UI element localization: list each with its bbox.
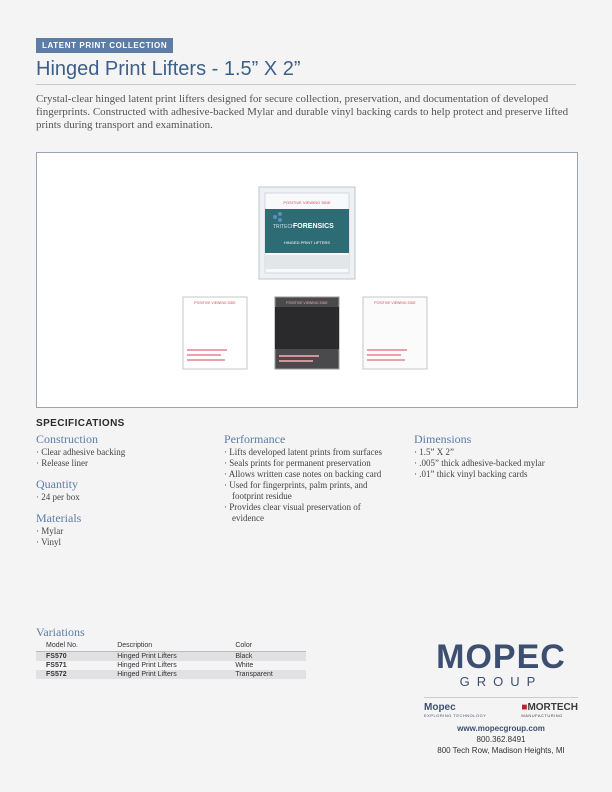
black-card-text-line — [279, 360, 313, 362]
title-divider — [36, 84, 576, 85]
mortech-logo — [521, 702, 578, 718]
mopec-sub-tagline: EXPLORING TECHNOLOGY — [424, 713, 487, 718]
white-card-text-line — [187, 359, 225, 361]
white-lifter-card — [183, 297, 247, 369]
phone-number: 800.362.8491 — [476, 735, 526, 744]
box-teal-band — [265, 209, 349, 253]
website-link[interactable]: www.mopecgroup.com — [457, 724, 545, 733]
white-card-label: POSITIVE VIEWING SIDE — [194, 301, 236, 305]
color-cell: Transparent — [225, 670, 306, 679]
transparent-lifter-card — [363, 297, 427, 369]
contact-block — [420, 723, 582, 756]
table-header-row — [36, 640, 306, 652]
construction-list — [36, 447, 211, 469]
mortech-name: MORTECH — [527, 702, 578, 713]
table-row — [36, 652, 306, 662]
list-item: · .005” thick adhesive-backed mylar — [414, 458, 584, 469]
list-item: · Provides clear visual preservation of evidence — [224, 502, 392, 524]
spec-column-middle — [224, 432, 392, 528]
mopec-sub-name: Mopec — [424, 702, 456, 713]
model-cell: FS572 — [36, 670, 107, 679]
color-cell: White — [235, 662, 254, 669]
table-row — [36, 670, 306, 679]
variations-table — [36, 640, 306, 679]
list-item: · Mylar — [36, 526, 211, 537]
construction-heading: Construction — [36, 432, 98, 446]
brand-dot-icon — [278, 212, 282, 216]
quantity-list — [36, 492, 211, 503]
dimensions-list — [414, 447, 584, 480]
mortech-square-icon: ■ — [521, 702, 528, 713]
color-cell: Black — [225, 652, 306, 662]
white-card-text-line — [187, 354, 221, 356]
product-photo — [36, 152, 578, 408]
list-item: · Clear adhesive backing — [36, 447, 211, 458]
box-title-text: HINGED PRINT LIFTERS — [283, 240, 331, 245]
mopec-sub-logo — [424, 702, 486, 718]
list-item: · Allows written case notes on backing card — [224, 469, 392, 480]
transparent-card-text-line — [367, 359, 405, 361]
transparent-card-label: POSITIVE VIEWING SIDE — [374, 301, 416, 305]
transparent-card-text-line — [367, 354, 401, 356]
variations-heading: Variations — [36, 625, 85, 639]
box-brand-big: FORENSICS — [293, 223, 334, 230]
mortech-tagline: MANUFACTURING — [521, 713, 563, 718]
page-title: Hinged Print Lifters - 1.5” X 2” — [36, 58, 301, 80]
brand-dot-icon — [278, 218, 282, 222]
list-item: · Seals prints for permanent preservation — [224, 458, 392, 469]
box-label-text: POSITIVE VIEWING SIDE — [283, 200, 331, 205]
logo-group-text: GROUP — [459, 674, 543, 689]
list-item: · 1.5” X 2” — [414, 447, 584, 458]
list-item: · Vinyl — [36, 537, 211, 548]
description-cell: Hinged Print Lifters — [107, 652, 225, 662]
column-header: Color — [225, 640, 306, 652]
spec-column-right — [414, 432, 584, 484]
table-row — [36, 661, 306, 670]
black-card-window — [275, 307, 339, 349]
black-card-label: POSITIVE VIEWING SIDE — [286, 301, 328, 305]
dimensions-heading: Dimensions — [414, 432, 472, 446]
model-cell: FS570 — [36, 652, 107, 662]
performance-list — [224, 447, 392, 524]
materials-list — [36, 526, 211, 548]
list-item: · 24 per box — [36, 492, 211, 503]
list-item: · .01” thick vinyl backing cards — [414, 469, 584, 480]
white-card-text-line — [187, 349, 227, 351]
column-header: Model No. — [36, 640, 107, 652]
performance-heading: Performance — [224, 432, 286, 446]
specifications-heading: SPECIFICATIONS — [36, 418, 125, 429]
quantity-heading: Quantity — [36, 477, 78, 491]
product-illustration — [37, 153, 577, 407]
column-header: Description — [107, 640, 225, 652]
description-cell: Hinged Print Lifters — [117, 662, 177, 669]
intro-paragraph: Crystal-clear hinged latent print lifters designed for secure collection, preservation, and documentation of developed fingerprints. Constructed with adhesive-backed Mylar and durable vinyl backing cards to help protect and preserve lifted prints during transport and examination. — [36, 93, 569, 131]
list-item: · Lifts developed latent prints from surfaces — [224, 447, 392, 458]
sub-brand-logos — [424, 697, 578, 718]
black-card-text-line — [279, 355, 319, 357]
materials-heading: Materials — [36, 511, 82, 525]
description-cell: Hinged Print Lifters — [107, 670, 225, 679]
list-item: · Release liner — [36, 458, 211, 469]
list-item: · Used for fingerprints, palm prints, and footprint residue — [224, 480, 392, 502]
brand-dot-icon — [273, 215, 277, 219]
box-brand-small: TRITECH — [273, 224, 295, 230]
spec-column-left — [36, 432, 211, 552]
transparent-card-text-line — [367, 349, 407, 351]
box-bottom — [265, 255, 349, 269]
mopec-group-logo — [424, 640, 578, 689]
logo-wordmark: MOPEC — [436, 638, 566, 676]
model-cell: FS571 — [46, 662, 67, 669]
address: 800 Tech Row, Madison Heights, MI — [437, 746, 565, 755]
collection-tag: LATENT PRINT COLLECTION — [36, 38, 173, 53]
